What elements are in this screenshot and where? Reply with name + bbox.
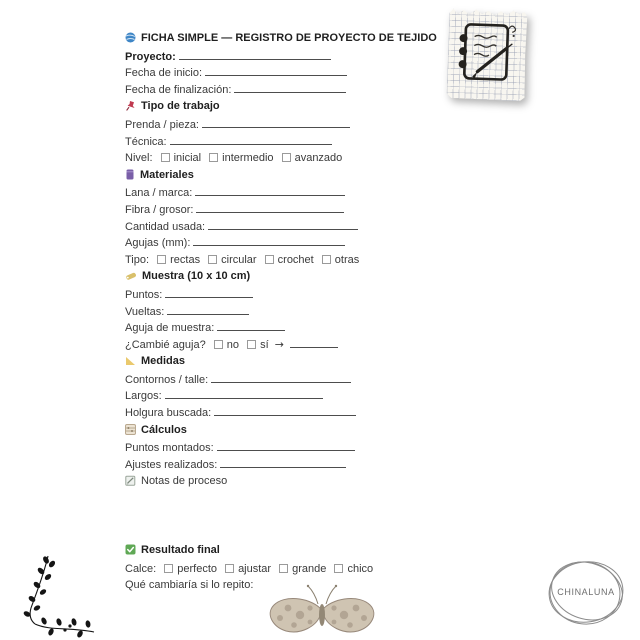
- yarn-ball-icon: [125, 32, 136, 49]
- checkbox-nivel-inicial[interactable]: [161, 153, 170, 162]
- tecnica-blank-line[interactable]: [170, 134, 332, 145]
- option-label: otras: [334, 253, 360, 266]
- notas-heading: Notas de proceso: [141, 475, 228, 488]
- option-label: perfecto: [177, 562, 217, 575]
- field-label-vueltas: Vueltas:: [125, 305, 165, 318]
- checkbox-nivel-intermedio[interactable]: [209, 153, 218, 162]
- butterfly-illustration: [266, 584, 378, 640]
- field-label-fibra: Fibra / grosor:: [125, 203, 194, 216]
- field-label-prenda: Prenda / pieza:: [125, 118, 199, 131]
- field-label-agujas: Agujas (mm):: [125, 237, 191, 250]
- triangle-ruler-icon: [125, 355, 136, 372]
- page-title: FICHA SIMPLE — REGISTRO DE PROYECTO DE TEJIDO: [141, 32, 437, 44]
- holgura-blank-line[interactable]: [214, 405, 356, 416]
- memo-icon: [125, 475, 136, 492]
- largos-blank-line[interactable]: [165, 388, 323, 399]
- checkbox-calce-perfecto[interactable]: [164, 564, 173, 573]
- option-label: sí: [260, 338, 269, 351]
- option-label: circular: [221, 253, 257, 266]
- cantidad-blank-line[interactable]: [208, 219, 358, 230]
- section-heading-resultado: Resultado final: [141, 544, 220, 557]
- notebook-paper-illustration: [448, 8, 526, 100]
- checkbox-tipo-crochet[interactable]: [265, 255, 274, 264]
- fecha-inicio-blank-line[interactable]: [205, 65, 347, 76]
- section-heading-tipo: Tipo de trabajo: [141, 100, 220, 113]
- notes-blank-space[interactable]: [125, 492, 395, 542]
- vueltas-blank-line[interactable]: [167, 304, 249, 315]
- section-heading-calculos: Cálculos: [141, 423, 187, 436]
- field-label-tipo-agujas: Tipo:: [125, 253, 150, 266]
- checkbox-tipo-circular[interactable]: [208, 255, 217, 264]
- proyecto-blank-line[interactable]: [179, 49, 331, 60]
- cambie-aguja-blank-line[interactable]: [290, 337, 338, 348]
- field-label-fecha-fin: Fecha de finalización:: [125, 83, 232, 96]
- field-label-calce: Calce:: [125, 562, 157, 575]
- green-check-icon: [125, 544, 136, 561]
- field-label-largos: Largos:: [125, 390, 162, 403]
- purple-book-icon: [125, 169, 135, 186]
- field-label-contornos: Contornos / talle:: [125, 373, 209, 386]
- puntos-montados-blank-line[interactable]: [217, 440, 355, 451]
- field-label-pregunta-final: Qué cambiaría si lo repito:: [125, 579, 254, 592]
- checkbox-cambie-no[interactable]: [214, 340, 223, 349]
- pushpin-icon: [125, 100, 136, 117]
- agujas-blank-line[interactable]: [193, 235, 345, 246]
- option-label: no: [226, 338, 240, 351]
- checkbox-cambie-si[interactable]: [247, 340, 256, 349]
- option-label: crochet: [277, 253, 314, 266]
- option-label: ajustar: [238, 562, 272, 575]
- option-label: intermedio: [222, 152, 274, 165]
- lana-blank-line[interactable]: [195, 185, 345, 196]
- tag-icon: [125, 270, 137, 287]
- contornos-blank-line[interactable]: [211, 372, 351, 383]
- graph-paper: [446, 7, 527, 102]
- logo-text: CHINALUNA: [557, 587, 615, 597]
- arrow-right-icon: →: [274, 337, 284, 351]
- field-label-fecha-inicio: Fecha de inicio:: [125, 67, 203, 80]
- field-label-puntos: Puntos:: [125, 288, 163, 301]
- field-label-nivel: Nivel:: [125, 152, 153, 165]
- field-label-proyecto: Proyecto:: [125, 50, 176, 63]
- option-label: grande: [292, 562, 327, 575]
- form-content: [125, 30, 437, 594]
- fecha-fin-blank-line[interactable]: [234, 82, 346, 93]
- puntos-blank-line[interactable]: [165, 287, 253, 298]
- field-label-cambie-aguja: ¿Cambié aguja?: [125, 338, 206, 351]
- field-label-cantidad: Cantidad usada:: [125, 220, 206, 233]
- option-label: avanzado: [294, 152, 343, 165]
- checkbox-calce-grande[interactable]: [279, 564, 288, 573]
- field-label-aguja-muestra: Aguja de muestra:: [125, 322, 215, 335]
- section-heading-medidas: Medidas: [141, 355, 186, 368]
- section-heading-muestra: Muestra (10 x 10 cm): [142, 270, 251, 283]
- branch-vine-illustration: [18, 552, 103, 640]
- brand-logo: [543, 554, 629, 634]
- option-label: inicial: [173, 152, 202, 165]
- checkbox-nivel-avanzado[interactable]: [282, 153, 291, 162]
- option-label: rectas: [170, 253, 201, 266]
- option-label: chico: [347, 562, 374, 575]
- ajustes-blank-line[interactable]: [220, 457, 346, 468]
- fibra-blank-line[interactable]: [196, 202, 344, 213]
- field-label-ajustes: Ajustes realizados:: [125, 458, 218, 471]
- checkbox-tipo-otras[interactable]: [322, 255, 331, 264]
- field-label-holgura: Holgura buscada:: [125, 407, 212, 420]
- checkbox-tipo-rectas[interactable]: [157, 255, 166, 264]
- checkbox-calce-ajustar[interactable]: [225, 564, 234, 573]
- section-heading-materiales: Materiales: [140, 168, 194, 181]
- abacus-icon: [125, 424, 136, 441]
- field-label-puntos-montados: Puntos montados:: [125, 442, 214, 455]
- aguja-muestra-blank-line[interactable]: [217, 320, 285, 331]
- field-label-tecnica: Técnica:: [125, 135, 167, 148]
- prenda-blank-line[interactable]: [202, 117, 350, 128]
- checkbox-calce-chico[interactable]: [334, 564, 343, 573]
- notebook-sketch-icon: [446, 7, 527, 102]
- field-label-lana: Lana / marca:: [125, 187, 193, 200]
